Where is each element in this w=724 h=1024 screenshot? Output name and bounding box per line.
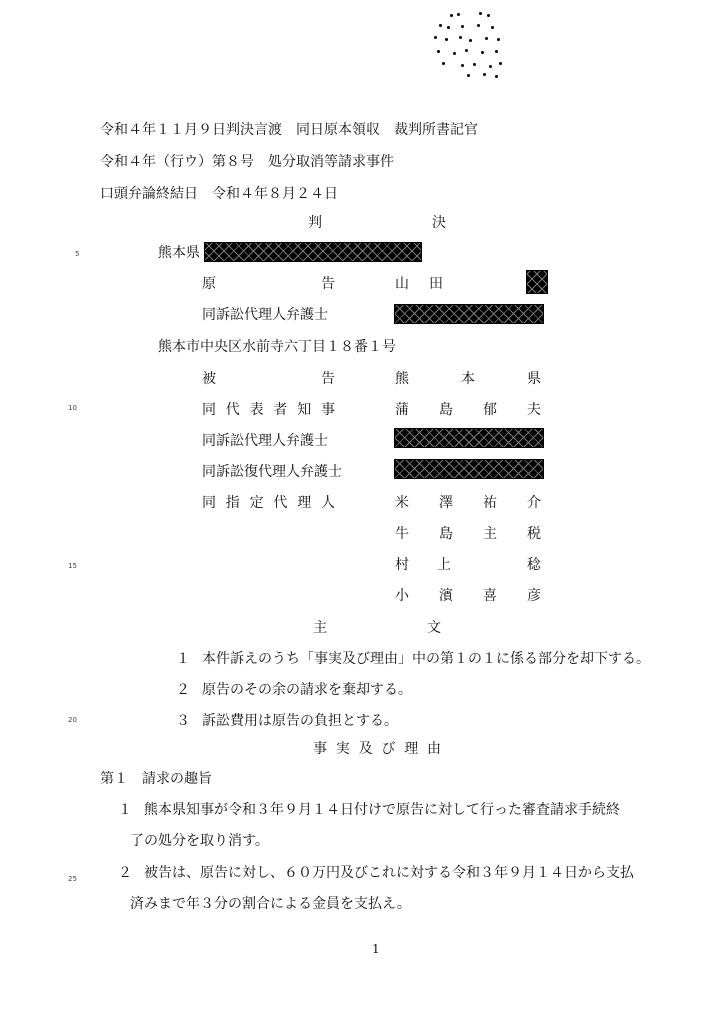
plaintiff-name: 山 田 (395, 276, 443, 292)
judgment-heading: 判 決 (308, 215, 446, 231)
hearing-end-date-line: 口頭弁論終結日 令和４年８月２４日 (100, 186, 338, 202)
defendant-attorney-label: 同訴訟代理人弁護士 (202, 433, 328, 449)
plaintiff-label: 原 告 (202, 276, 335, 292)
plaintiff-address: 熊本県 (158, 245, 200, 261)
redaction-plaintiff-attorney (394, 304, 544, 324)
redaction-defendant-attorney (394, 428, 544, 448)
designated-agent-name: 牛 島 主 税 (395, 526, 541, 542)
line-number: 10 (68, 404, 77, 412)
designated-agent-name: 米 澤 祐 介 (395, 495, 541, 511)
claim-item: ２ 被告は、原告に対し、６０万円及びこれに対する令和３年９月１４日から支払 (118, 865, 634, 881)
line-number: 20 (68, 716, 77, 724)
line-number: 15 (68, 562, 77, 570)
case-number-line: 令和４年（行ウ）第８号 処分取消等請求事件 (100, 154, 394, 170)
main-text-item: ３ 訴訟費用は原告の負担とする。 (176, 713, 398, 729)
claim-item-continuation: 了の処分を取り消す。 (130, 833, 269, 849)
line-number: 25 (68, 875, 77, 883)
redaction-plaintiff-address (204, 242, 422, 262)
representative-name: 蒲 島 郁 夫 (395, 402, 541, 418)
line-number: 5 (75, 250, 80, 258)
main-text-item: １ 本件訴えのうち「事実及び理由」中の第１の１に係る部分を却下する。 (176, 651, 650, 667)
plaintiff-attorney-label: 同訴訟代理人弁護士 (202, 307, 328, 323)
designated-agent-label: 同 指 定 代 理 人 (202, 495, 335, 511)
redaction-plaintiff-given-name (526, 270, 548, 294)
claim-item: １ 熊本県知事が令和３年９月１４日付けで原告に対して行った審査請求手続終 (118, 802, 620, 818)
court-seal-dots (425, 8, 510, 83)
redaction-defendant-sub-attorney (394, 459, 544, 479)
defendant-address: 熊本市中央区水前寺六丁目１８番１号 (158, 339, 396, 355)
defendant-sub-attorney-label: 同訴訟復代理人弁護士 (202, 464, 342, 480)
defendant-name: 熊 本 県 (395, 371, 541, 387)
designated-agent-name: 小 濱 喜 彦 (395, 588, 541, 604)
main-text-item: ２ 原告のその余の請求を棄却する。 (176, 682, 412, 698)
section-title: 第１ 請求の趣旨 (100, 771, 212, 787)
page-number: 1 (372, 942, 380, 956)
representative-label: 同 代 表 者 知 事 (202, 402, 335, 418)
facts-and-reasons-heading: 事 実 及 び 理 由 (313, 741, 441, 757)
main-text-heading: 主 文 (313, 620, 441, 636)
judgment-date-line: 令和４年１１月９日判決言渡 同日原本領収 裁判所書記官 (100, 122, 478, 138)
defendant-label: 被 告 (202, 371, 335, 387)
claim-item-continuation: 済みまで年３分の割合による金員を支払え。 (130, 896, 411, 912)
